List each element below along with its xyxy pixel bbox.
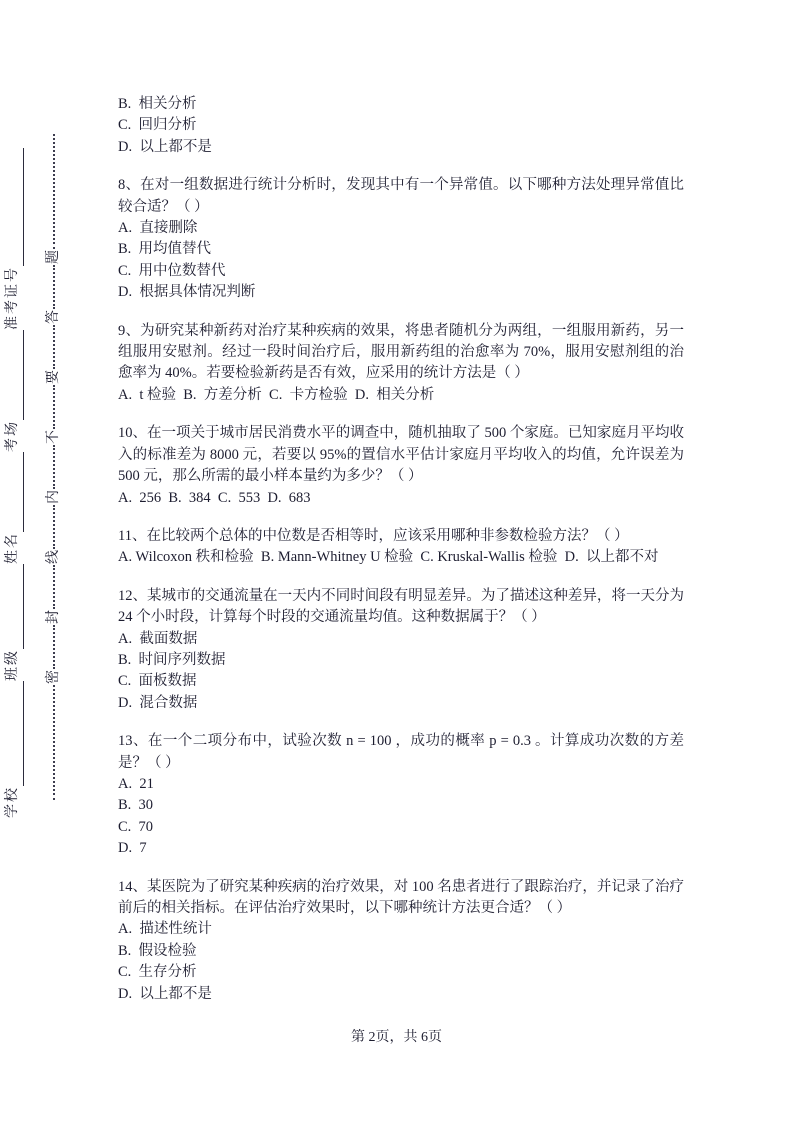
student-info-fields [2,128,24,818]
question-9 [118,321,684,407]
option-item: B. 30 [118,797,154,814]
seal-char: 答 [46,310,61,324]
seal-char: 要 [46,370,61,384]
option-item: C. 70 [118,818,154,835]
option-item: C. 面板数据 [118,673,197,690]
option-item: C. 生存分析 [118,964,197,981]
seal-dotted-segment [53,325,55,369]
seal-char: 内 [46,490,61,504]
seal-char: 不 [46,430,61,444]
seal-char: 线 [46,550,61,564]
question-11 [118,526,684,569]
seal-dotted-segment [53,134,55,249]
seal-line [44,116,64,800]
question-stem: 12、某城市的交通流量在一天内不同时间段有明显差异。为了描述这种差异，将一天分为 24 个小时段，计算每个时段的交通流量均值。这种数据属于？（ ） [118,587,688,626]
option-item: D. 7 [118,840,147,857]
question-stem: 10、在一项关于城市居民消费水平的调查中，随机抽取了 500 个家庭。已知家庭月平均收入的标准差为 8000 元，若要以 95%的置信水平估计家庭月平均收入的均值，允许误差为 500 元，那么所需的最小样本量约为多少？（ ） [118,425,688,485]
question-stem: 14、某医院为了研究某种疾病的治疗效果，对 100 名患者进行了跟踪治疗，并记录了治疗前后的相关指标。在评估治疗效果时，以下哪种统计方法更合适？（ ） [118,878,684,916]
option-item: B. 假设检验 [118,942,197,959]
admission-ticket-field-label: 准考证号 [5,266,20,330]
page-footer: 第 2页，共 6页 [351,1030,442,1045]
seal-char: 题 [46,250,61,264]
options-inline: A. t 检验 B. 方差分析 C. 卡方检验 D. 相关分析 [118,386,435,403]
question-stem: 11、在比较两个总体的中位数是否相等时，应该采用哪种非参数检验方法？（ ） [118,527,629,544]
seal-dotted-segment [53,685,55,800]
seal-dotted-segment [53,565,55,609]
option-item: A. 21 [118,775,154,792]
question-stem: 13、在一个二项分布中，试验次数 n = 100 ，成功的概率 p = 0.3 。计算成功次数的方差是？（ ） [118,733,684,771]
exam-room-field-label: 考场 [5,420,20,452]
option-item: A. 直接删除 [118,220,198,237]
option-item: B. 用均值替代 [118,241,212,258]
seal-dotted-segment [53,625,55,669]
seal-dotted-segment [53,385,55,429]
question-7-remaining-options [118,94,684,158]
question-12 [118,586,688,714]
option-item: C. 回归分析 [118,117,197,134]
option-item: A. 截面数据 [118,630,198,647]
questions-column [118,94,688,1022]
seal-dotted-segment [53,445,55,489]
question-10 [118,423,688,509]
seal-dotted-segment [53,505,55,549]
option-item: B. 相关分析 [118,96,197,112]
question-stem: 8、在对一组数据进行统计分析时，发现其中有一个异常值。以下哪种方法处理异常值比较合适？（ ） [118,177,684,215]
option-item: C. 用中位数替代 [118,262,226,279]
question-8 [118,175,684,303]
option-item: D. 根据具体情况判断 [118,284,256,301]
question-13 [118,731,684,859]
option-item: A. 描述性统计 [118,921,212,938]
name-blank-line [23,452,24,532]
class-blank-line [23,564,24,649]
seal-char: 封 [46,610,61,624]
question-stem: 9、为研究某种新药对治疗某种疾病的效果，将患者随机分为两组，一组服用新药，另一组服用安慰剂。经过一段时间治疗后，服用新药组的治愈率为 70%，服用安慰剂组的治愈率为 40%。若要检验新药是否有效，应采用的统计方法是（ ） [118,322,684,382]
option-item: D. 混合数据 [118,694,198,711]
option-item: D. 以上都不是 [118,985,212,1002]
options-inline: A. 256 B. 384 C. 553 D. 683 [118,489,311,506]
class-field-label: 班级 [5,649,20,681]
question-14 [118,877,684,1005]
seal-dotted-segment [53,265,55,309]
seal-char: 密 [46,670,61,684]
exam-room-blank-line [23,330,24,420]
option-item: B. 时间序列数据 [118,651,226,668]
name-field-label: 姓名 [5,532,20,564]
admission-ticket-blank-line [23,148,24,266]
school-blank-line [23,681,24,786]
school-field-label: 学校 [5,786,20,818]
option-item: D. 以上都不是 [118,138,212,155]
options-inline: A. Wilcoxon 秩和检验 B. Mann-Whitney U 检验 C. Kruskal-Wallis 检验 D. 以上都不对 [118,549,659,566]
